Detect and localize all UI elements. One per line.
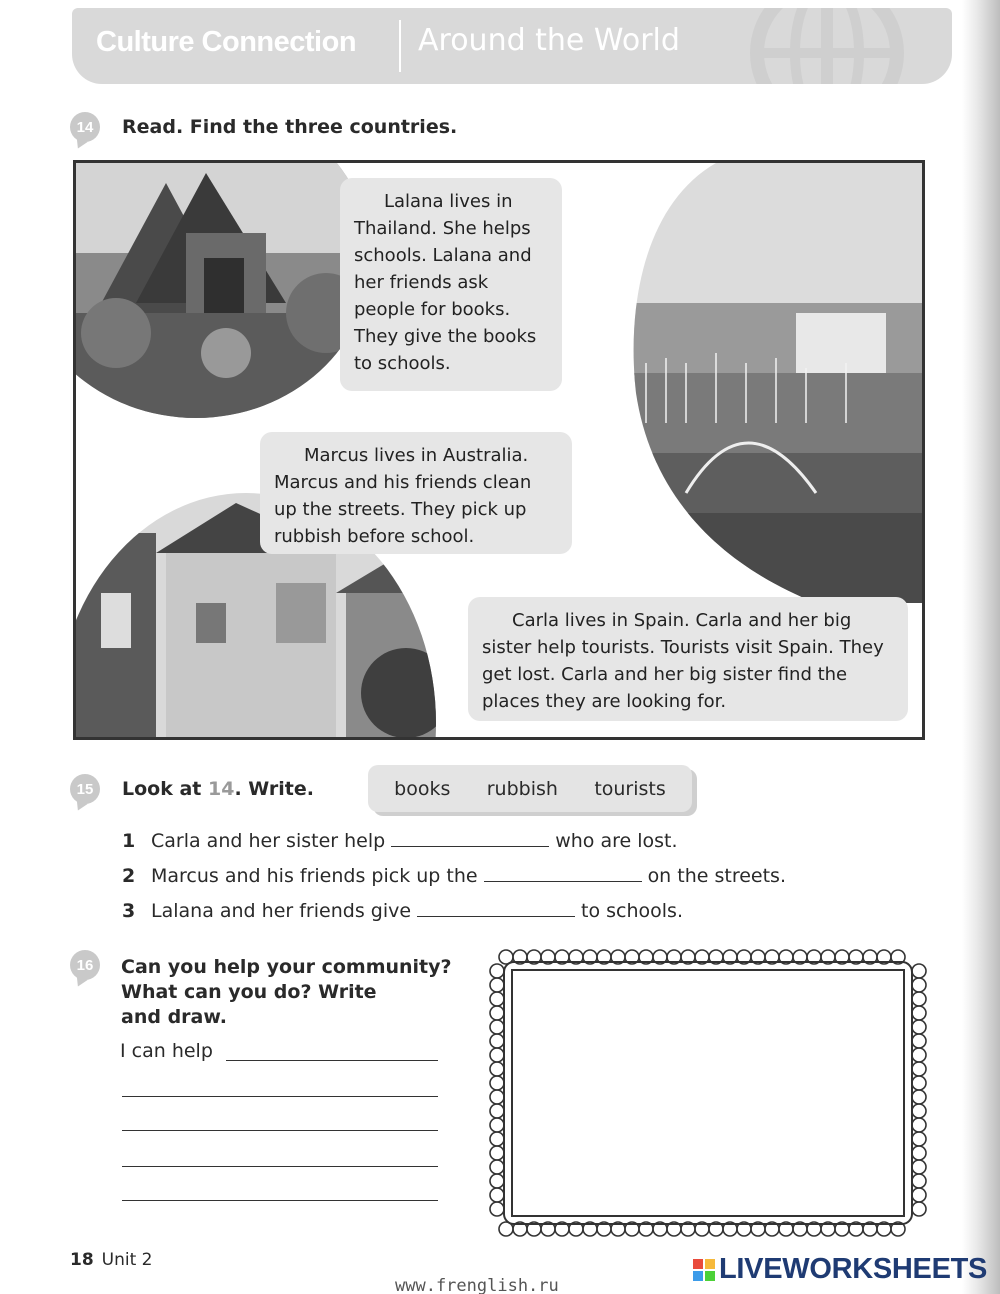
sentence-text-after: who are lost.	[555, 830, 678, 852]
exercise-15-title-suffix: . Write.	[234, 778, 314, 800]
exercise-15-title-prefix: Look at	[122, 778, 208, 800]
banner-divider	[399, 20, 401, 72]
frame-scallop	[490, 1132, 504, 1146]
writing-line-1[interactable]	[226, 1060, 438, 1061]
frame-scallop	[490, 992, 504, 1006]
frame-scallop	[912, 1076, 926, 1090]
sentence-2	[122, 865, 786, 887]
thailand-temple-photo	[76, 163, 376, 423]
sentence-number: 3	[122, 900, 136, 922]
frame-scallop	[490, 1104, 504, 1118]
exercise-16-title-line: and draw.	[121, 1006, 227, 1028]
frame-scallop	[912, 1174, 926, 1188]
sentence-1	[122, 830, 678, 852]
frame-scallop	[490, 1090, 504, 1104]
exercise-16-number: 16	[70, 950, 100, 980]
frame-scallop	[490, 1118, 504, 1132]
frame-scallop	[912, 1118, 926, 1132]
exercise-14-number: 14	[70, 112, 100, 142]
carla-text-box: Carla lives in Spain. Carla and her big sister help tourists. Tourists visit Spain. They get lost. Carla and her big sister find the places they are looking for.	[468, 597, 908, 721]
frame-scallop	[912, 1188, 926, 1202]
frame-scallop	[490, 1048, 504, 1062]
page-number: 18	[70, 1250, 94, 1270]
i-can-help-prompt: I can help	[120, 1040, 213, 1062]
liveworksheets-logo	[693, 1253, 987, 1286]
frame-scallop	[912, 1160, 926, 1174]
liveworksheets-brand: LIVEWORKSHEETS	[719, 1253, 988, 1285]
frame-scallop	[912, 1062, 926, 1076]
word-bank	[368, 765, 692, 812]
frame-scallop	[912, 1090, 926, 1104]
writing-line-4[interactable]	[122, 1166, 438, 1167]
frame-scallop	[490, 1034, 504, 1048]
sentence-text-after: on the streets.	[647, 865, 786, 887]
frame-scallop	[912, 1132, 926, 1146]
exercise-16-title	[121, 955, 452, 1030]
frame-scallop	[490, 1062, 504, 1076]
exercise-15-title-ref: 14	[207, 778, 235, 800]
frame-scallop	[490, 1202, 504, 1216]
frame-scallop	[499, 1222, 513, 1236]
frame-scallop	[912, 992, 926, 1006]
exercise-15-number: 15	[70, 774, 100, 804]
globe-icon	[732, 8, 922, 84]
word-bank-item: rubbish	[486, 777, 558, 800]
exercise-16-title-line: Can you help your community?	[121, 956, 452, 978]
exercise-16-title-line: What can you do? Write	[121, 981, 377, 1003]
writing-line-2[interactable]	[122, 1096, 438, 1097]
frame-scallop	[912, 1034, 926, 1048]
writing-line-3[interactable]	[122, 1130, 438, 1131]
sentence-text-before: Carla and her sister help	[151, 830, 386, 852]
exercise-14-title: Read. Find the three countries.	[122, 116, 458, 138]
answer-blank-1[interactable]	[391, 831, 549, 847]
writing-line-5[interactable]	[122, 1200, 438, 1201]
lalana-text-box: Lalana lives in Thailand. She helps schools. Lalana and her friends ask people for books. They give the books to schools.	[340, 178, 562, 391]
sentence-text-after: to schools.	[581, 900, 683, 922]
footer-url: www.frenglish.ru	[395, 1276, 559, 1294]
frame-scallop	[912, 1146, 926, 1160]
answer-blank-3[interactable]	[417, 901, 575, 917]
unit-label: Unit 2	[101, 1250, 153, 1270]
sentence-3	[122, 900, 683, 922]
reading-panel	[73, 160, 925, 740]
frame-scallop	[912, 1048, 926, 1062]
spain-harbour-photo	[626, 163, 925, 603]
frame-scallop	[490, 964, 504, 978]
frame-scallop	[490, 1146, 504, 1160]
sentence-text-before: Marcus and his friends pick up the	[151, 865, 478, 887]
frame-scallop	[490, 978, 504, 992]
frame-scallop	[490, 1020, 504, 1034]
frame-scallop	[490, 1188, 504, 1202]
frame-scallop	[912, 964, 926, 978]
frame-scallop	[912, 1104, 926, 1118]
frame-scallop	[499, 950, 513, 964]
frame-scallop	[490, 1076, 504, 1090]
frame-scallop	[490, 1174, 504, 1188]
liveworksheets-icon	[693, 1259, 715, 1281]
footer-page-label	[70, 1250, 153, 1270]
page-edge-shadow	[962, 0, 1000, 1294]
sentence-number: 1	[122, 830, 136, 852]
frame-scallop	[912, 1006, 926, 1020]
banner-subtitle: Around the World	[418, 23, 680, 58]
frame-scallop	[912, 978, 926, 992]
banner-title: Culture Connection	[96, 26, 357, 58]
sentence-text-before: Lalana and her friends give	[151, 900, 412, 922]
marcus-text-box: Marcus lives in Australia. Marcus and his friends clean up the streets. They pick up rubbish before school.	[260, 432, 572, 554]
sentence-number: 2	[122, 865, 136, 887]
word-bank-item: books	[394, 777, 451, 800]
drawing-frame[interactable]	[488, 948, 928, 1238]
header-banner	[72, 8, 952, 84]
exercise-15-title	[122, 778, 314, 800]
answer-blank-2[interactable]	[484, 866, 642, 882]
frame-scallop	[912, 1020, 926, 1034]
frame-scallop	[912, 1202, 926, 1216]
frame-scallop	[490, 1006, 504, 1020]
frame-scallop	[490, 1160, 504, 1174]
word-bank-item: tourists	[594, 777, 666, 800]
